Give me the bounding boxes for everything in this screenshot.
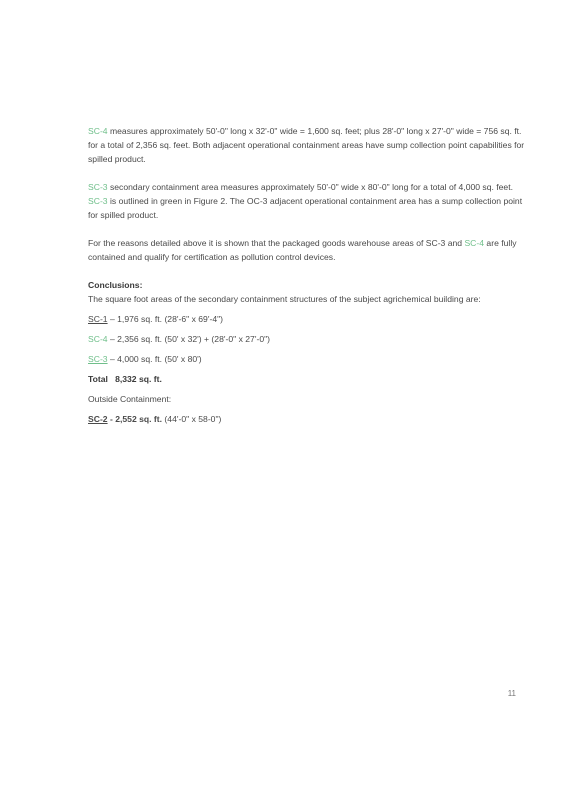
- conclusions-intro: The square foot areas of the secondary containment structures of the subject agrichemical building are:: [88, 294, 481, 304]
- page-number: 11: [507, 689, 516, 698]
- line-sc4: [88, 332, 528, 346]
- ref-sc3-second: SC-3: [88, 196, 108, 206]
- paragraph-sc3-text-2: is outlined in green in Figure 2. The OC-3 adjacent operational containment area has a sump collection point for spilled product.: [88, 196, 523, 220]
- paragraph-reasons: [88, 236, 528, 264]
- outside-containment-label: Outside Containment:: [88, 394, 172, 404]
- ref-sc1: SC-1: [88, 314, 108, 324]
- ref-sc2: SC-2: [88, 414, 108, 424]
- ref-sc3-conclusion: SC-3: [88, 354, 108, 364]
- line-sc1-text: – 1,976 sq. ft. (28'-6" x 69'-4"): [107, 314, 224, 324]
- document-body: [88, 124, 528, 432]
- line-sc4-text: – 2,356 sq. ft. (50' x 32') + (28'-0" x 27'-0"): [107, 334, 271, 344]
- total-line: [88, 372, 528, 386]
- total-label: Total: [88, 374, 108, 384]
- line-sc2: [88, 412, 528, 426]
- line-sc3-text: – 4,000 sq. ft. (50' x 80'): [107, 354, 202, 364]
- paragraph-sc3: [88, 180, 528, 222]
- ref-sc3: SC-3: [88, 182, 108, 192]
- paragraph-sc4-text: measures approximately 50'-0" long x 32'-0" wide = 1,600 sq. feet; plus 28'-0" long x 27'-0" wide = 756 sq. ft. for a total of 2,356 sq. feet. Both adjacent operational containment areas have sump collection point capabilities for spilled product.: [88, 126, 525, 164]
- paragraph-sc3-text-1: secondary containment area measures approximately 50'-0" wide x 80'-0" long for a total of 4,000 sq. feet.: [107, 182, 513, 192]
- ref-sc4-conclusion: SC-4: [88, 334, 108, 344]
- paragraph-sc4: [88, 124, 528, 166]
- ref-sc4: SC-4: [88, 126, 108, 136]
- ref-sc4-reasons: SC-4: [464, 238, 485, 248]
- line-sc2-text: - 2,552 sq. ft.: [107, 414, 163, 424]
- conclusions-heading: Conclusions:: [88, 280, 143, 290]
- line-sc3: [88, 352, 528, 366]
- line-sc1: [88, 312, 528, 326]
- line-sc2-dims: (44'-0" x 58-0"): [162, 414, 222, 424]
- paragraph-reasons-text-1: For the reasons detailed above it is shown that the packaged goods warehouse areas of SC-3 and: [88, 238, 465, 248]
- total-value: 8,332 sq. ft.: [115, 374, 162, 384]
- paragraph-reasons-text-2: are fully contained and qualify for certification as pollution control devices.: [88, 238, 517, 262]
